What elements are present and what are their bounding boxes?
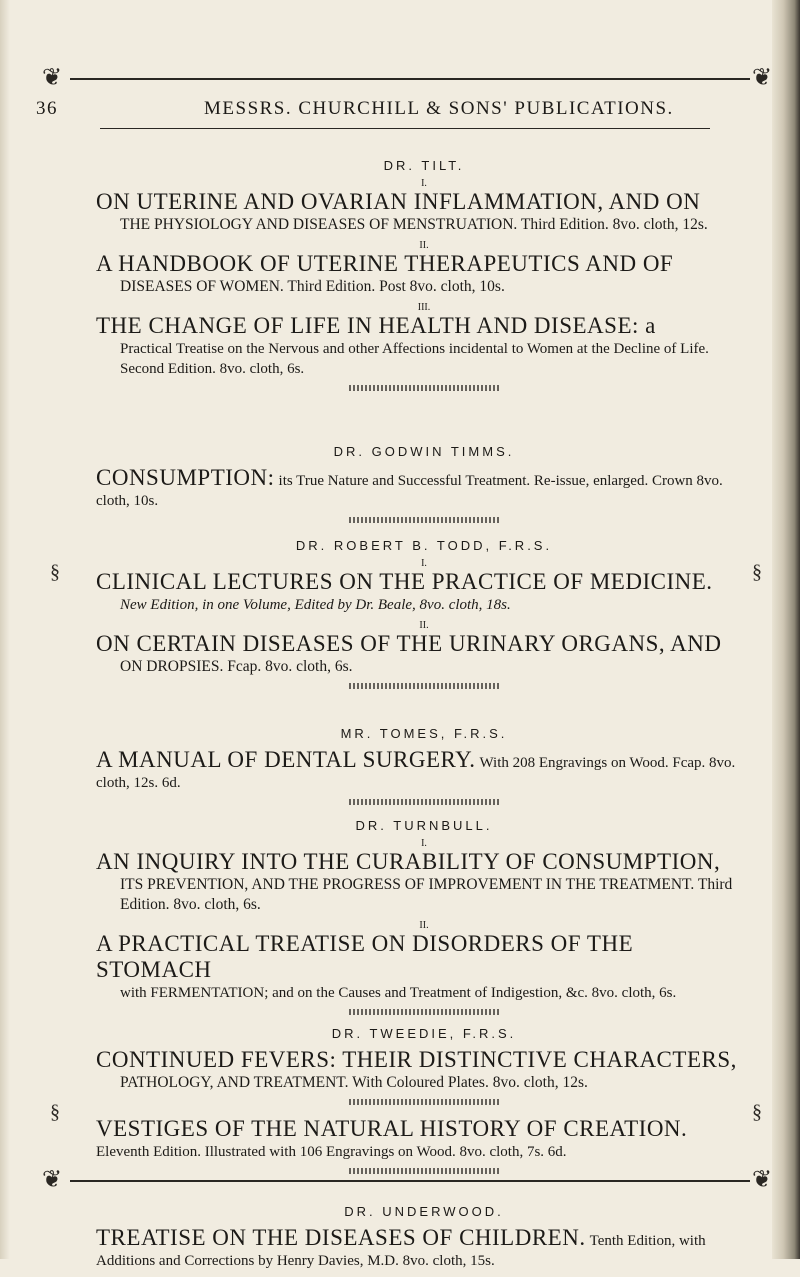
book-subtitle bbox=[120, 215, 752, 235]
catalogue-entry bbox=[96, 839, 752, 915]
subtitle-text: THE PHYSIOLOGY AND DISEASES OF MENSTRUATION. bbox=[120, 216, 518, 233]
book-details: its True Nature and Successful Treatment. Re-issue, enlarged. Crown 8vo. cloth, 10s. bbox=[96, 473, 723, 509]
book-subtitle bbox=[120, 875, 752, 915]
author-heading: DR. TILT. bbox=[383, 158, 465, 173]
catalogue-entry bbox=[96, 559, 752, 615]
section-tweedie bbox=[96, 1014, 752, 1107]
subtitle-text: ON DROPSIES. bbox=[120, 658, 224, 675]
section-turnbull bbox=[96, 806, 752, 1017]
section-divider bbox=[349, 799, 499, 805]
author-heading: DR. TURNBULL. bbox=[355, 818, 493, 833]
author-heading: DR. GODWIN TIMMS. bbox=[333, 444, 515, 459]
bottom-right-fleuron-icon: ❦ bbox=[752, 1167, 773, 1193]
book-title: A HANDBOOK OF UTERINE THERAPEUTICS AND OF bbox=[96, 251, 674, 276]
bottom-ornament-rule bbox=[70, 1180, 750, 1182]
entry-numeral: II. bbox=[419, 240, 429, 251]
author-heading: DR. TWEEDIE, F.R.S. bbox=[331, 1026, 517, 1041]
section-underwood bbox=[96, 1192, 752, 1277]
book-subtitle bbox=[120, 1073, 752, 1093]
book-title: CONSUMPTION: bbox=[96, 465, 275, 490]
catalogue-entry bbox=[96, 1047, 752, 1093]
entry-numeral: III. bbox=[417, 302, 431, 313]
subtitle-text: PATHOLOGY, AND TREATMENT. bbox=[120, 1074, 349, 1091]
top-left-fleuron-icon: ❦ bbox=[42, 65, 63, 91]
subtitle-text: DISEASES OF WOMEN. bbox=[120, 278, 284, 295]
book-details: With 208 Engravings on Wood. Fcap. 8vo. cloth, 12s. 6d. bbox=[96, 755, 736, 791]
book-details: Tenth Edition, with Additions and Corrections by Henry Davies, M.D. 8vo. cloth, 15s. bbox=[96, 1233, 706, 1269]
book-title: A MANUAL OF DENTAL SURGERY. bbox=[96, 747, 476, 772]
entry-numeral: I. bbox=[421, 838, 427, 849]
book-title: ON CERTAIN DISEASES OF THE URINARY ORGANS, AND bbox=[96, 631, 722, 656]
catalogue-entry bbox=[96, 621, 752, 677]
subtitle-text: ITS PREVENTION, AND THE PROGRESS OF IMPROVEMENT IN THE TREATMENT. bbox=[120, 876, 695, 893]
head-rule bbox=[100, 128, 710, 129]
catalogue-entry bbox=[96, 241, 752, 297]
section-vestiges bbox=[96, 1116, 752, 1176]
right-lower-ornament-icon: § bbox=[752, 1101, 762, 1123]
entry-numeral: I. bbox=[421, 178, 427, 189]
page-number: 36 bbox=[36, 98, 58, 119]
section-tomes bbox=[96, 714, 752, 807]
entry-numeral: II. bbox=[419, 920, 429, 931]
bottom-left-fleuron-icon: ❦ bbox=[42, 1167, 63, 1193]
author-heading: MR. TOMES, F.R.S. bbox=[340, 726, 508, 741]
book-title: CLINICAL LECTURES ON THE PRACTICE OF MEDICINE. bbox=[96, 569, 713, 594]
book-details: Third Edition. Post 8vo. cloth, 10s. bbox=[287, 278, 505, 295]
book-details: Eleventh Edition. Illustrated with 106 Engravings on Wood. 8vo. cloth, 7s. 6d. bbox=[96, 1144, 567, 1160]
catalogue-entry bbox=[96, 921, 752, 1003]
author-heading: DR. UNDERWOOD. bbox=[344, 1204, 504, 1219]
running-title: MESSRS. CHURCHILL & SONS' PUBLICATIONS. bbox=[204, 98, 674, 119]
catalogue-entry bbox=[96, 179, 752, 235]
left-lower-ornament-icon: § bbox=[50, 1101, 60, 1123]
book-title: A PRACTICAL TREATISE ON DISORDERS OF THE STOMACH bbox=[96, 931, 634, 982]
book-title: THE CHANGE OF LIFE IN HEALTH AND DISEASE: a bbox=[96, 313, 656, 338]
catalogue-entry bbox=[96, 747, 752, 793]
entry-numeral: I. bbox=[421, 558, 427, 569]
left-side-ornament-icon: § bbox=[50, 561, 60, 583]
book-details: Fcap. 8vo. cloth, 6s. bbox=[227, 658, 353, 675]
book-title: ON UTERINE AND OVARIAN INFLAMMATION, AND ON bbox=[96, 189, 701, 214]
section-divider bbox=[349, 1168, 499, 1174]
book-title: CONTINUED FEVERS: THEIR DISTINCTIVE CHARACTERS, bbox=[96, 1047, 737, 1072]
book-title: TREATISE ON THE DISEASES OF CHILDREN. bbox=[96, 1225, 586, 1250]
book-details: Practical Treatise on the Nervous and other Affections incidental to Women at the Decline of Life. Second Edition. 8vo. cloth, 6s. bbox=[120, 341, 709, 377]
book-details: with FERMENTATION; and on the Causes and Treatment of Indigestion, &c. 8vo. cloth, 6s. bbox=[120, 985, 677, 1001]
top-ornament-rule bbox=[70, 78, 750, 80]
catalogue-entry bbox=[96, 1116, 752, 1162]
book-title: AN INQUIRY INTO THE CURABILITY OF CONSUMPTION, bbox=[96, 849, 721, 874]
catalogue-entry bbox=[96, 1225, 752, 1271]
book-details: Third Edition. 8vo. cloth, 12s. bbox=[520, 216, 708, 233]
section-divider bbox=[349, 517, 499, 523]
book-details: New Edition, in one Volume, Edited by Dr. Beale, 8vo. cloth, 18s. bbox=[120, 597, 511, 613]
book-details: With Coloured Plates. 8vo. cloth, 12s. bbox=[352, 1074, 588, 1091]
right-side-ornament-icon: § bbox=[752, 561, 762, 583]
section-tilt bbox=[96, 146, 752, 393]
book-subtitle bbox=[120, 277, 752, 297]
section-todd bbox=[96, 526, 752, 691]
top-right-fleuron-icon: ❦ bbox=[752, 65, 773, 91]
section-divider bbox=[349, 683, 499, 689]
section-divider bbox=[349, 385, 499, 391]
catalogue-entry bbox=[96, 303, 752, 379]
catalogue-entry bbox=[96, 465, 752, 511]
section-timms bbox=[96, 432, 752, 525]
book-subtitle bbox=[120, 657, 752, 677]
author-heading: DR. ROBERT B. TODD, F.R.S. bbox=[295, 538, 553, 553]
page-gutter-shadow bbox=[0, 0, 10, 1259]
book-title: VESTIGES OF THE NATURAL HISTORY OF CREATION. bbox=[96, 1116, 688, 1141]
entry-numeral: II. bbox=[419, 620, 429, 631]
page-edge-shadow bbox=[772, 0, 800, 1259]
book-details: Third Edition. 8vo. cloth, 6s. bbox=[120, 876, 733, 913]
section-divider bbox=[349, 1099, 499, 1105]
